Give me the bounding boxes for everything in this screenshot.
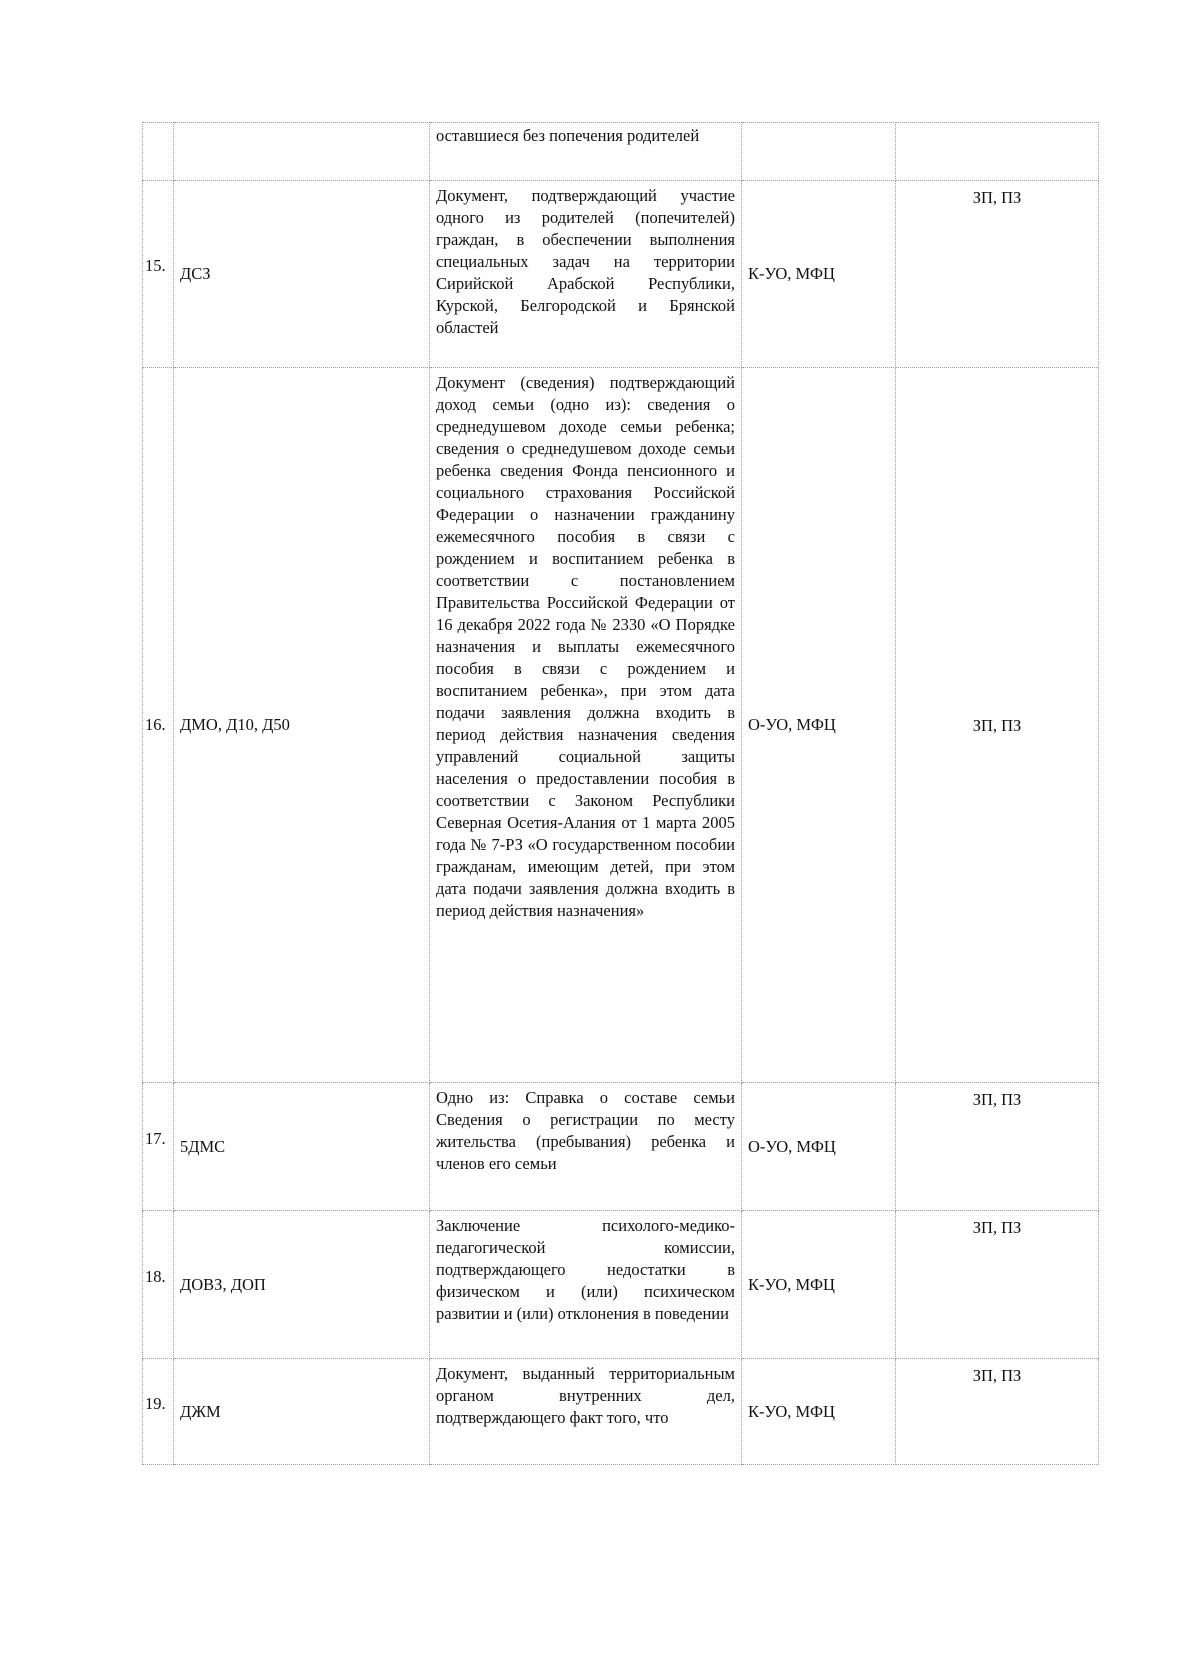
row-document: Документ, подтверждающий участие одного из родителей (попечителей) граждан, в обеспечении выполнения специальных задач на территории Сирийской Арабской Республики, Курской, Белгородской и Брянской областей [430,181,742,368]
row-pz: ЗП, ПЗ [896,368,1099,1083]
table-row [143,1211,1099,1359]
row-source: К-УО, МФЦ [742,1211,896,1359]
row-number: 19. [143,1359,174,1465]
row-number [143,123,174,181]
row-number: 18. [143,1211,174,1359]
row-code: ДЖМ [174,1359,430,1465]
row-pz: ЗП, ПЗ [896,181,1099,368]
row-pz: ЗП, ПЗ [896,1083,1099,1211]
row-code: 5ДМС [174,1083,430,1211]
documents-table [142,122,1099,1465]
row-code: ДОВЗ, ДОП [174,1211,430,1359]
table-row [143,1359,1099,1465]
row-document: Документ, выданный территориальным органом внутренних дел, подтверждающего факт того, что [430,1359,742,1465]
table-row [143,181,1099,368]
row-pz: ЗП, ПЗ [896,1359,1099,1465]
row-document: Заключение психолого-медико-педагогической комиссии, подтверждающего недостатки в физическом и (или) психическом развитии и (или) отклонения в поведении [430,1211,742,1359]
row-code [174,123,430,181]
row-code: ДМО, Д10, Д50 [174,368,430,1083]
table-row [143,1083,1099,1211]
row-number: 17. [143,1083,174,1211]
row-document: Документ (сведения) подтверждающий доход семьи (одно из): сведения о среднедушевом доходе семьи ребенка; сведения о среднедушевом доходе семьи ребенка сведения Фонда пенсионного и социального страхования Российской Федерации о назначении гражданину ежемесячного пособия в связи с рождением и воспитанием ребенка в соответствии с постановлением Правительства Российской Федерации от 16 декабря 2022 года № 2330 «О Порядке назначения и выплаты ежемесячного пособия в связи с рождением и воспитанием ребенка», при этом дата подачи заявления должна входить в период действия назначения сведения управлений социальной защиты населения о предоставлении пособия в соответствии с Законом Республики Северная Осетия-Алания от 1 марта 2005 года № 7-РЗ «О государственном пособии гражданам, имеющим детей, при этом дата подачи заявления должна входить в период действия назначения» [430,368,742,1083]
row-source: О-УО, МФЦ [742,1083,896,1211]
row-number: 16. [143,368,174,1083]
row-document: оставшиеся без попечения родителей [430,123,742,181]
row-source: К-УО, МФЦ [742,181,896,368]
row-pz [896,123,1099,181]
table-row [143,368,1099,1083]
table-row [143,123,1099,181]
row-number: 15. [143,181,174,368]
row-source: О-УО, МФЦ [742,368,896,1083]
row-pz: ЗП, ПЗ [896,1211,1099,1359]
row-document: Одно из: Справка о составе семьи Сведения о регистрации по месту жительства (пребывания) ребенка и членов его семьи [430,1083,742,1211]
row-source: К-УО, МФЦ [742,1359,896,1465]
row-source [742,123,896,181]
row-code: ДСЗ [174,181,430,368]
